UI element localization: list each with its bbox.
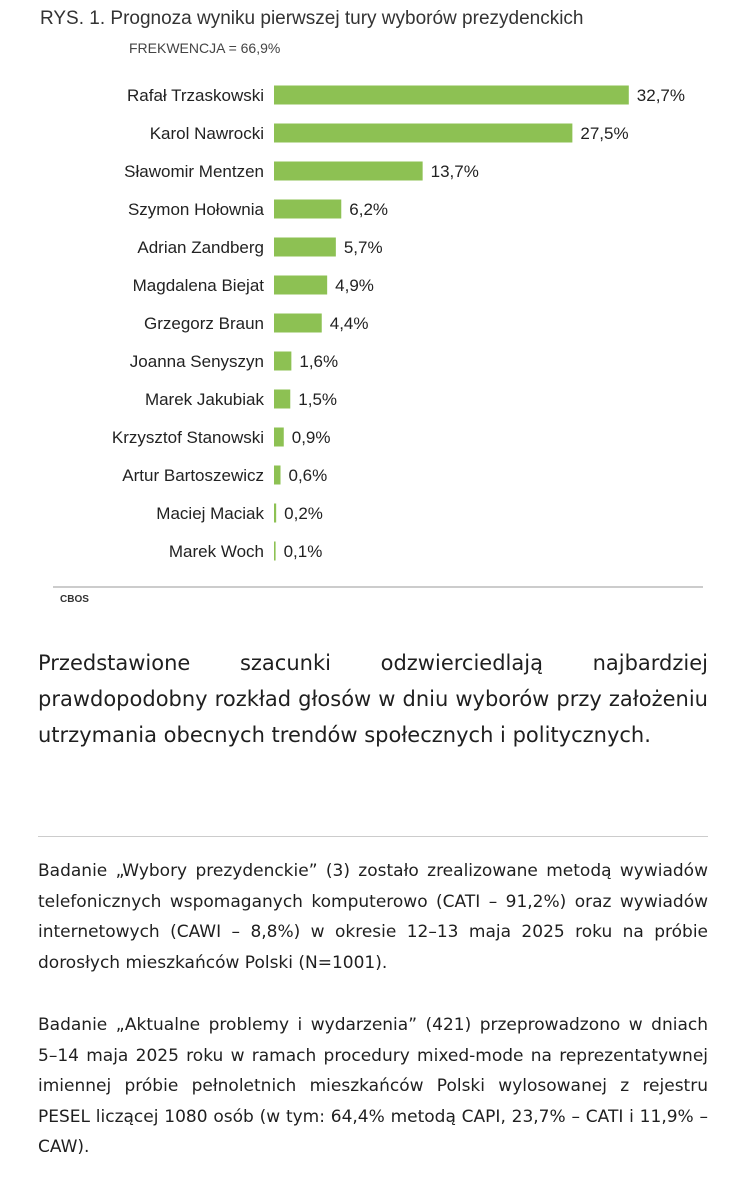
chart-title: RYS. 1. Prognoza wyniku pierwszej tury wyborów prezydenckich: [40, 8, 584, 29]
chart-source: CBOS: [60, 594, 89, 605]
bar: [274, 352, 291, 371]
category-label: Marek Jakubiak: [144, 390, 264, 409]
value-label: 0,6%: [288, 466, 328, 485]
category-label: Marek Woch: [168, 542, 264, 561]
bar: [274, 390, 290, 409]
value-label: 0,1%: [283, 542, 323, 561]
category-label: Sławomir Mentzen: [124, 162, 264, 181]
category-label: Szymon Hołownia: [127, 200, 264, 219]
category-label: Maciej Maciak: [156, 504, 264, 523]
methodology-note-2: Badanie „Aktualne problemy i wydarzenia” (421) przeprowadzono w dniach 5–14 maja 2025 roku w ramach procedury mixed-mode na reprezentatywnej imiennej próbie pełnoletnich mieszkańców Polski wylosowanej z rejestru PESEL liczącej 1080 osób (w tym: 64,4% metodą CAPI, 23,7% – CATI i 11,9% – CAW).: [38, 1015, 708, 1157]
value-label: 0,9%: [291, 428, 331, 447]
value-label: 13,7%: [430, 162, 479, 181]
bars-layer: [112, 86, 685, 562]
methodology-note-1: Badanie „Wybory prezydenckie” (3) zostało zrealizowane metodą wywiadów telefonicznych wspomaganych komputerowo (CATI – 91,2%) oraz wywiadów internetowych (CAWI – 8,8%) w okresie 12–13 maja 2025 roku na próbie dorosłych mieszkańców Polski (N=1001).: [38, 861, 708, 973]
bar: [274, 162, 423, 181]
bar: [274, 314, 322, 333]
bar: [274, 428, 284, 447]
bar: [274, 86, 629, 105]
bar: [274, 238, 336, 257]
category-label: Adrian Zandberg: [137, 238, 264, 257]
value-label: 0,2%: [284, 504, 323, 523]
category-label: Joanna Senyszyn: [129, 352, 264, 371]
chart-subtitle: FREKWENCJA = 66,9%: [129, 40, 281, 56]
value-label: 5,7%: [343, 238, 383, 257]
category-label: Artur Bartoszewicz: [122, 466, 264, 485]
bar: [274, 276, 327, 295]
category-label: Magdalena Biejat: [132, 276, 264, 295]
category-label: Grzegorz Braun: [144, 314, 264, 333]
value-label: 27,5%: [580, 124, 629, 143]
value-label: 1,5%: [298, 390, 338, 409]
value-label: 4,9%: [335, 276, 374, 295]
divider: [38, 836, 708, 837]
category-label: Rafał Trzaskowski: [127, 86, 264, 105]
value-label: 4,4%: [329, 314, 369, 333]
bar: [274, 466, 281, 485]
value-label: 32,7%: [636, 86, 685, 105]
bar: [274, 504, 276, 523]
lead-paragraph: Przedstawione szacunki odzwierciedlają najbardziej prawdopodobny rozkład głosów w dniu wyborów przy założeniu utrzymania obecnych trendów społecznych i politycznych.: [38, 651, 708, 747]
bar: [274, 200, 341, 219]
category-label: Krzysztof Stanowski: [111, 428, 264, 447]
bar: [274, 542, 276, 561]
category-label: Karol Nawrocki: [149, 124, 264, 143]
bar: [274, 124, 572, 143]
value-label: 6,2%: [349, 200, 389, 219]
value-label: 1,6%: [299, 352, 339, 371]
